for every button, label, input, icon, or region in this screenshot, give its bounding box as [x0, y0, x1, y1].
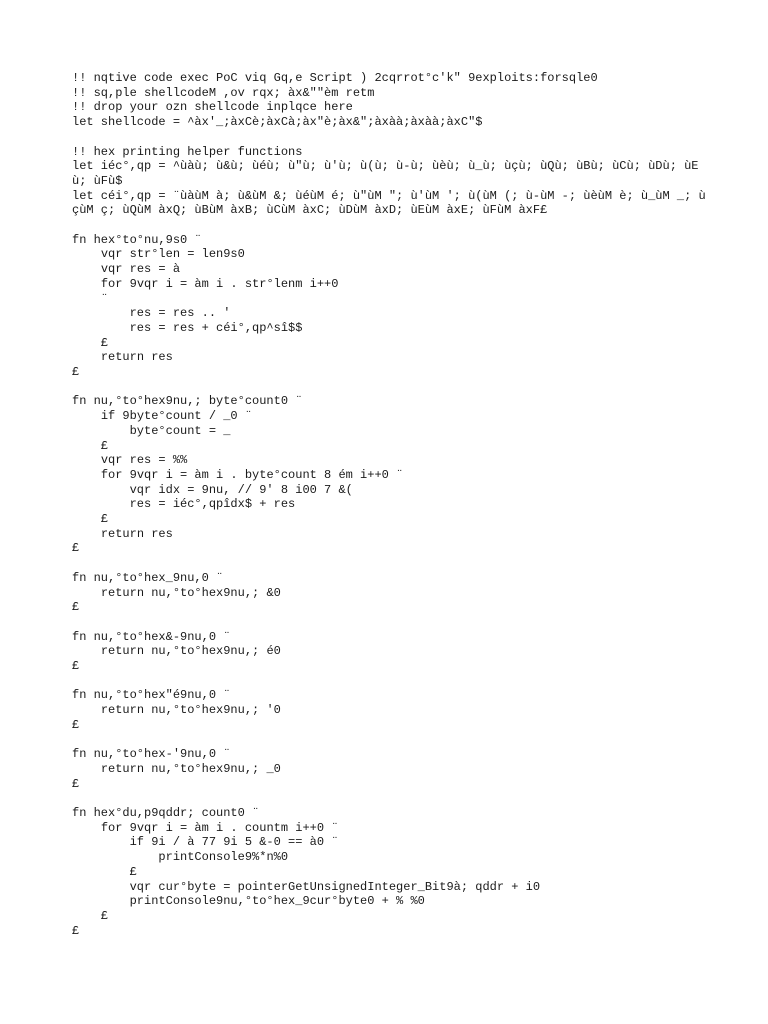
- code-line: £: [72, 659, 80, 674]
- code-line: !! nqtive code exec PoC viq Gq,e Script ) 2cqrrot°c'k" 9exploits:forsqle0: [72, 71, 598, 85]
- code-line: fn nu,°to°hex-'9nu,0 ¨: [72, 747, 231, 762]
- code-line: printConsole9nu,°to°hex_9cur°byte0 + % %0: [72, 894, 425, 909]
- code-line: fn nu,°to°hex_9nu,0 ¨: [72, 570, 224, 585]
- code-line: vqr res = %%: [72, 453, 188, 468]
- code-line: return res: [72, 350, 173, 365]
- code-line: £: [72, 438, 109, 453]
- code-line: [72, 615, 712, 630]
- code-line: vqr res = à: [72, 262, 181, 277]
- code-line: [72, 791, 712, 806]
- code-line: for 9vqr i = àm i . str°lenm i++0: [72, 276, 339, 291]
- code-line: fn nu,°to°hex"é9nu,0 ¨: [72, 688, 231, 703]
- code-line: fn nu,°to°hex&-9nu,0 ¨: [72, 629, 231, 644]
- code-line: res = res + céi°,qp^sî$$: [72, 320, 303, 335]
- code-line: vqr str°len = len9s0: [72, 247, 245, 262]
- code-line: £: [72, 541, 80, 556]
- code-line: res = res .. ': [72, 306, 231, 321]
- code-line: [72, 130, 712, 145]
- code-line: let shellcode = ^àx'_;àxCè;àxCà;àx"è;àx&";àxàà;àxàà;àxC"$: [72, 115, 483, 130]
- code-line: £: [72, 600, 80, 615]
- code-line: vqr idx = 9nu, // 9' 8 i00 7 &(: [72, 482, 353, 497]
- code-line: ¨: [72, 291, 109, 306]
- code-listing: [72, 71, 712, 938]
- code-line: £: [72, 923, 80, 938]
- code-line: let iéc°,qp = ^ùàù; ù&ù; ùéù; ù"ù; ù'ù; ù(ù; ù-ù; ùèù; ù_ù; ùçù; ùQù; ùBù; ùCù; ùDù; ùEù; ùFù$: [72, 159, 699, 188]
- code-line: !! sq,ple shellcodeM ,ov rqx; àx&""èm retm: [72, 85, 375, 100]
- code-line: [72, 733, 712, 748]
- code-line: if 9i / à 77 9i 5 &-0 == à0 ¨: [72, 835, 339, 850]
- code-line: return res: [72, 526, 173, 541]
- code-line: !! drop your ozn shellcode inplqce here: [72, 100, 353, 115]
- code-line: [72, 380, 712, 395]
- code-line: £: [72, 512, 109, 527]
- code-line: £: [72, 908, 109, 923]
- code-line: res = iéc°,qpîdx$ + res: [72, 497, 296, 512]
- code-line: £: [72, 864, 137, 879]
- code-line: !! hex printing helper functions: [72, 144, 303, 159]
- code-line: £: [72, 335, 109, 350]
- code-line: byte°count = _: [72, 423, 231, 438]
- code-line: [72, 674, 712, 689]
- code-line: let céi°,qp = ¨ùàùM à; ù&ùM &; ùéùM é; ù"ùM "; ù'ùM '; ù(ùM (; ù-ùM -; ùèùM è; ù_ùM _; ùçùM ç; ùQùM àxQ; ùBùM àxB; ùCùM àxC; ùDùM àxD; ùEùM àxE; ùFùM àxF£: [72, 188, 706, 218]
- code-line: fn nu,°to°hex9nu,; byte°count0 ¨: [72, 394, 303, 409]
- code-line: £: [72, 776, 80, 791]
- code-line: return nu,°to°hex9nu,; &0: [72, 585, 281, 600]
- code-line: fn hex°to°nu,9s0 ¨: [72, 232, 202, 247]
- code-line: £: [72, 365, 80, 380]
- code-line: if 9byte°count / _0 ¨: [72, 409, 253, 424]
- code-line: return nu,°to°hex9nu,; '0: [72, 703, 281, 718]
- code-line: £: [72, 717, 80, 732]
- code-line: return nu,°to°hex9nu,; _0: [72, 761, 281, 776]
- code-line: [72, 556, 712, 571]
- code-line: for 9vqr i = àm i . countm i++0 ¨: [72, 820, 339, 835]
- code-line: fn hex°du,p9qddr; count0 ¨: [72, 806, 260, 821]
- code-line: return nu,°to°hex9nu,; é0: [72, 644, 281, 659]
- code-line: for 9vqr i = àm i . byte°count 8 ém i++0 ¨: [72, 467, 404, 482]
- code-line: vqr cur°byte = pointerGetUnsignedInteger_Bit9à; qddr + i0: [72, 879, 541, 894]
- code-line: [72, 218, 712, 233]
- code-line: printConsole9%*n%0: [72, 850, 289, 865]
